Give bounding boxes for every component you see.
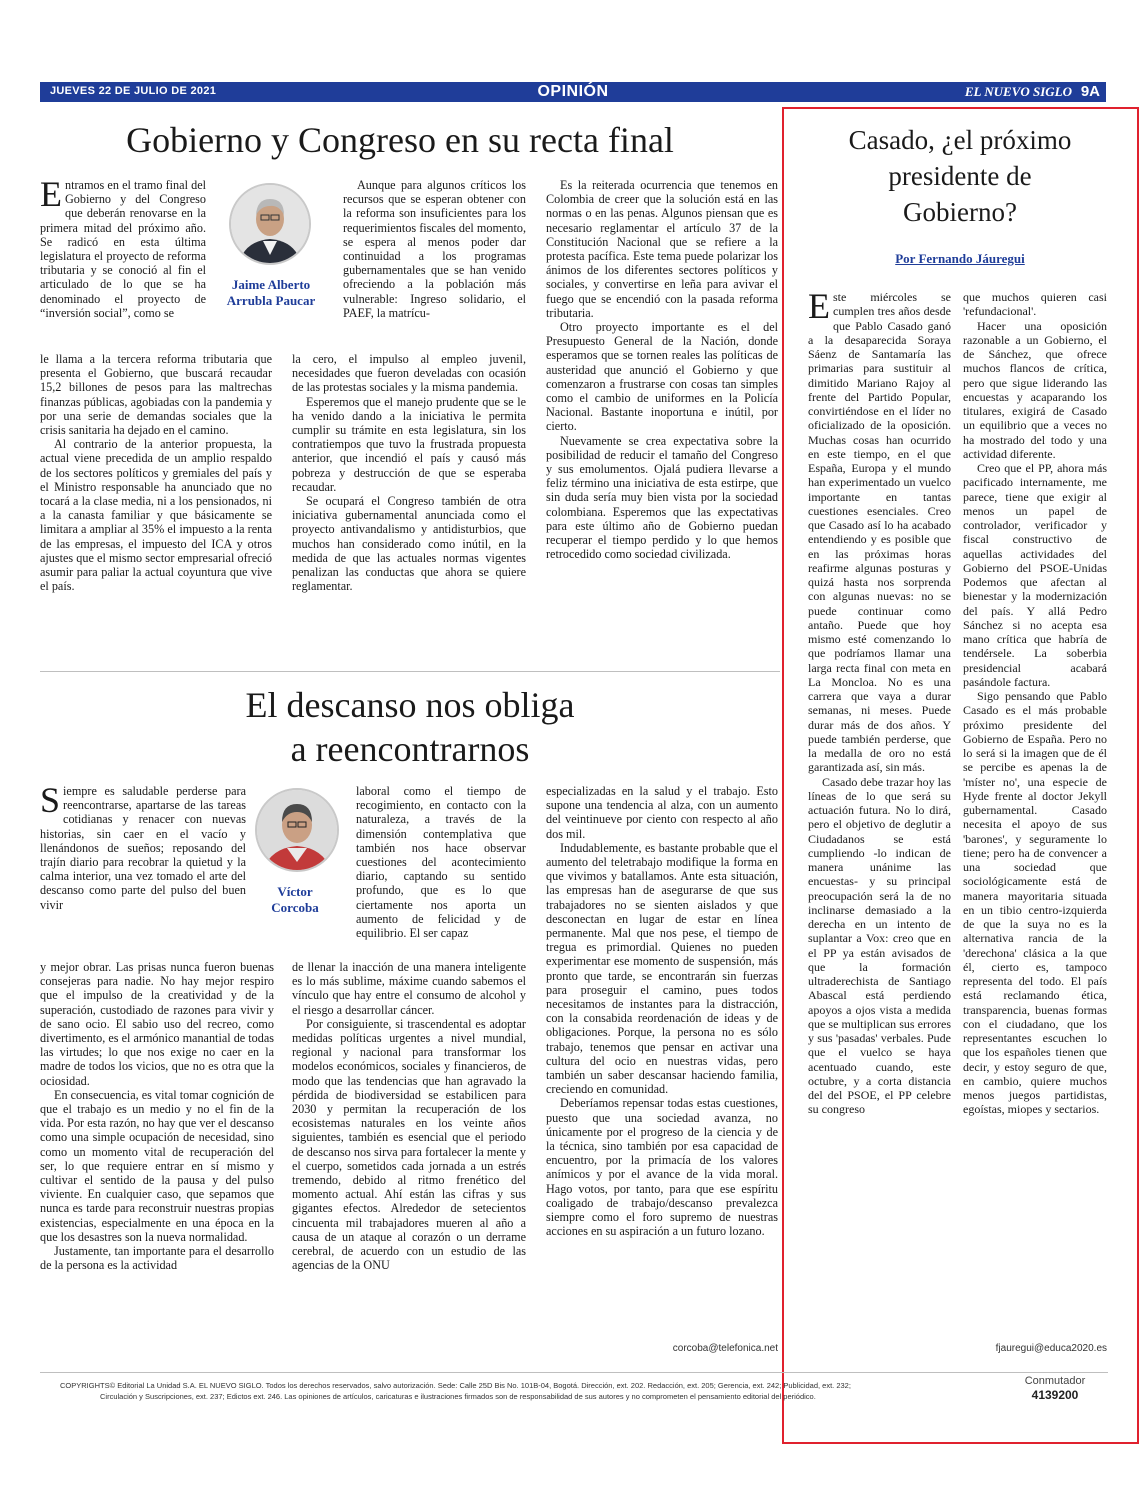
article1-column-1b (40, 352, 272, 657)
article3-col1-p1: ste miércoles se cumplen tres años desde que Pablo Casado ganó a la desaparecida Soraya Sáenz de Santamaría las primarias para sustituir al dimitido Mariano Rajoy al frente del Partido Popular, convirtiéndose en el líder no oficializado de la oposición. Muchas cosas han ocurrido en este tiempo, en el que España, Europa y el mundo han experimentado un vuelco importante en tantas cuestiones esenciales. Creo que Casado así lo ha acabado entendiendo y es posible que en las próximas horas reafirme algunas posturas y quizá hasta nos sorprenda con algunas nuevas: no se puede continuar como antaño. Puede que hoy mismo esté comenzando lo que podríamos llamar una larga recta final con meta en La Moncloa. No es una carrera que vaya a durar semanas, ni meses. Puede durar más de dos años. Y puede también perderse, que la medalla de oro no está garantizada así, sin más. (808, 290, 951, 775)
article1-column-3 (546, 178, 778, 658)
author-photo-corcoba (255, 788, 339, 872)
article2-col1-p3: Justamente, tan importante para el desarrollo de la persona es la actividad (40, 1244, 274, 1273)
article3-title-line1: Casado, ¿el próximo (848, 125, 1072, 155)
article2-col1-p2: En consecuencia, es vital tomar cognición de que el trabajo es un medio y no el fin de la vida. Por esta razón, no hay que ver el descanso como una simple ocupación de necesidad, sino como un momento vital de recuperación del ser, lo que requiere entrar en sí mismo y cultivar el sentido de la pausa y del pulso viviente. En cualquier caso, que sepamos que nunca es tarde para reconstruir nuestras propias existencias, especialmente en una época en la que los desastres son la nueva normalidad. (40, 1087, 274, 1244)
switchboard-label: Conmutador (1024, 1375, 1086, 1387)
article2-column-1a (40, 784, 246, 960)
section-header-bar (40, 82, 1106, 102)
article3-col2-p4: Sigo pensando que Pablo Casado es el más probable próximo presidente del Gobierno de España. Pero no lo será si la imagen que de él se percibe es apenas la de 'míster no', una especie de Hyde frente al doctor Jekyll gubernamental. Casado necesita el apoyo de sus 'barones', y seguramente lo tiene; pero ha de convencer a una sociedad que sociológicamente está de manera mayoritaria situada en un tibio centro-izquierda de que la suya no es la alternativa rancia de la 'derechona' clásica a la que él, cierto es, tampoco representa del todo. El país está reclamando ética, transparencia, buenas formas con el ciudadano, que los representantes escuchen lo que los españoles tienen que decir, y estoy seguro de que, en cambio, quiere muchos menos juegos partidistas, egoístas, miopes y sectarios. (963, 689, 1107, 1117)
article2-col1-rest: y mejor obrar. Las prisas nunca fueron buenas consejeras para nadie. No hay mejor respiro que el impulso de la creatividad y de la superación, custodiado de razones para vivir y de sano ocio. El sabio uso del recreo, como divertimento, es el armónico manantial de todas las virtudes; lo que nos exige no caer en la madre de todos los vicios, que no es otra que la ociosidad. (40, 960, 274, 1088)
article1-col2-rest: la cero, el impulso al empleo juvenil, necesidades que fueron develadas con ocasión de las protestas sociales y la misma pandemia. (292, 352, 526, 395)
article2-column-2b (292, 960, 526, 1360)
author-first-name: Jaime Alberto (231, 277, 311, 292)
page-number: 9A (1080, 83, 1100, 100)
article2-column-3 (546, 784, 778, 1344)
article-divider (40, 671, 780, 672)
article1-col1-p2: Al contrario de la anterior propuesta, la actual viene precedida de un amplio respaldo de los sectores políticos y gremiales del país y el Ministro responsable ha anunciado que no tocará a la clase media, ni a los pensionados, ni a la canasta familiar y que básicamente se limitara a ampliar al 35% el impuesto a la renta de las empresas, el impuesto del ICA y otros ajustes que el mismo sector empresarial ofreció asumir para paliar la actual coyuntura que vive el país. (40, 437, 272, 594)
article1-column-1a (40, 178, 206, 350)
article2-col3-p3: Deberíamos repensar todas estas cuestiones, puesto que una sociedad avanza, no únicamente por el progreso de la ciencia y de la técnica, sino también por esa capacidad de encuentro, por la primacía de los valores anímicos y por el avance de la vida moral. Hago votos, por tanto, para que ese espíritu coaligado de trabajo/descanso prevalezca siempre como el foro supremo de nuestras acciones en su aspiración a un futuro lozano. (546, 1096, 778, 1239)
article1-title: Gobierno y Congreso en su recta final (126, 120, 674, 160)
author-email-jauregui: fjauregui@educa2020.es (995, 1343, 1107, 1354)
article1-col3-p2: Otro proyecto importante es el del Presupuesto General de la Nación, donde esperamos que se tornen reales las políticas de austeridad que anunció el Gobierno y que comenzaron a frustrarse con cosas tan simples como el cambio de uniformes en la Policía Nacional. Bastante inoportuna e inútil, por cierto. (546, 320, 778, 434)
article2-col3-p2: Indudablemente, es bastante probable que el aumento del teletrabajo modifique la forma en que vivimos y batallamos. Ante esta situación, las empresas han de asegurarse de que sus trabajadores no se sienten aislados y que desconectan en lugar de estar en línea permanente. Mal que nos pese, el tiempo de tregua es primordial. Quienes no pueden experimentar ese momento de suspensión, más pronto que tarde, se encontrarán sin fuerzas para proseguir el camino, pues todos necesitamos de instantes para la distracción, con la consabida reordenación de ideas y de obligaciones. Porque, la persona no es sólo trabajo, tenemos que pensar en activar una cultura del ocio en nuestras vidas, pero también un saber descansar haciendo familia, creciendo en comunidad. (546, 840, 778, 1097)
author-photo-arrubla (229, 183, 311, 265)
drop-cap: S (40, 784, 61, 820)
footer-divider (40, 1372, 1108, 1373)
article1-col2-p2: Esperemos que el manejo prudente que se le ha venido dando a la iniciativa le permita cumplir su trámite en esta legislatura, sin los contratiempos que tuvo la frustrada propuesta anterior, que incendió el país y causó más pobreza y destrucción de que se esperaba recaudar. (292, 394, 526, 494)
switchboard-number: 4139200 (1031, 1388, 1079, 1402)
article1-column-2a (343, 178, 526, 350)
article2-title (40, 683, 780, 771)
article1-column-2b (292, 352, 526, 657)
article1-col2-lead: Aunque para algunos críticos los recursos que se esperan obtener con la reforma son insuficientes para los requerimientos fiscales del momento, se espera al menos poder dar continuidad a los programas gubernamentales que se han venido ofreciendo a la población más vulnerable: Ingreso solidario, el PAEF, la matrícu- (343, 178, 526, 320)
article3-byline: Por Fernando Jáuregui (895, 251, 1025, 266)
article2-title-line1: El descanso nos obliga (245, 685, 575, 725)
article1-col1-rest: le llama a la tercera reforma tributaria que presenta el Gobierno, que buscará recaudar 15,2 billones de pesos para las maltrechas finanzas públicas, agobiadas con la pandemia y por una serie de demandas sociales que la crisis sanitaria ha dejado en el camino. (40, 352, 272, 438)
article3-col2-p1: que muchos quieren casi 'refundacional'. (963, 290, 1107, 319)
drop-cap: E (808, 290, 830, 326)
article2-col1-lead: iempre es saludable perderse para reencontrarse, apartarse de las tareas cotidianas y renacer con nuevas historias, sin caer en el vacío y llenándonos de sueños; reposando del trajín diario para recobrar la quietud y la calma interior, una vez tomado el arte del descanso como parte del pulso del buen vivir (40, 784, 246, 912)
article3-column-2 (963, 290, 1107, 1340)
issue-date: JUEVES 22 DE JULIO DE 2021 (50, 85, 217, 97)
article2-col2-p2: Por consiguiente, si trascendental es adoptar medidas políticas urgentes a nivel mundial, regional y nacional para transformar los modelos económicos, sociales y financieros, de modo que las tendencias que han agravado la pérdida de biodiversidad se estabilicen para 2030 y permitan la recuperación de los ecosistemas naturales en los veinte años siguientes, también es esencial que el periodo de descanso nos sirva para fortalecer la mente y el cuerpo, sometidos cada jornada a un estrés tremendo, debido al ritmo frenético del momento actual. Ahí están las cifras y sus gigantes efectos. Alrededor de setecientos cincuenta mil trabajadores mueren al año a causa de un ataque al corazón o un derrame cerebral, de acuerdo con un estudio de las agencias de la ONU (292, 1016, 526, 1273)
article2-col3-p1: especializadas en la salud y el trabajo. Esto supone una tendencia al alza, con un aumento del veintinueve por ciento con respecto al año dos mil. (546, 784, 778, 841)
article3-title-line2: presidente de (888, 161, 1032, 191)
author-name-corcoba (235, 884, 355, 916)
author-email-corcoba: corcoba@telefonica.net (672, 1343, 778, 1354)
author-last-name: Corcoba (271, 900, 319, 915)
copyright-line-1: COPYRIGHTS© Editorial La Unidad S.A. EL NUEVO SIGLO. Todos los derechos reservados, salvo autorización. Sede: Calle 25D Bis No. 101B-04, Bogotá. Dirección, ext. 202. Redacción, ext. 205; Gerencia, ext. 242; Publicidad, ext. 232; (60, 1381, 851, 1390)
article1-col3-p3: Nuevamente se crea expectativa sobre la posibilidad de reducir el tamaño del Congreso y sus emolumentos. Ojalá pudiera llevarse a feliz término una iniciativa de esta estirpe, que sin duda sería muy bien vista por la sociedad colombiana. Esperemos que las expectativas para este último año de Gobierno puedan recuperar el tiempo perdido y lo que hemos retrocedido como sociedad civilizada. (546, 433, 778, 562)
article2-column-2a (356, 784, 526, 960)
article3-col2-p2: Hacer una oposición razonable a un Gobierno, el de Sánchez, que ofrece muchos flancos de crítica, pero que sigue liderando las encuestas y acaparando los titulares, exigirá de Casado un equilibrio que a veces no ha mostrado del todo y una actividad diferente. (963, 318, 1107, 461)
article1-col1-lead: ntramos en el tramo final del Gobierno y del Congreso que deberán renovarse en la primera mitad del próximo año. Se radicó en esta última legislatura el proyecto de reforma tributaria y se conoció al fin el articulado de lo que se ha denominado el proyecto de “inversión social”, como se (40, 178, 206, 320)
article1-col3-p1: Es la reiterada ocurrencia que tenemos en Colombia de creer que la solución está en las normas o en las penas. Algunos piensan que es necesario reglamentar el artículo 37 de la Constitución Nacional que se refiere a la protesta pacífica. Este tema puede polarizar los ánimos de los diferentes sectores políticos y sociales, y convertirse en leña para avivar el fuego que se encendió con la pasada reforma tributaria. (546, 178, 778, 320)
drop-cap: E (40, 178, 62, 214)
article2-title-line2: a reencontrarnos (290, 729, 530, 769)
article3-column-1 (808, 290, 951, 1360)
copyright-line-2: Circulación y Suscripciones, ext. 237; Edictos ext. 246. Las opiniones de artículos, caricaturas e ilustraciones firmados son de responsabilidad de sus autores y no comprometen el pensamiento editorial del periódico. (100, 1392, 816, 1401)
author-last-name: Arrubla Paucar (226, 293, 316, 308)
author-first-name: Víctor (277, 884, 313, 899)
article2-col2-rest: de llenar la inacción de una manera inteligente es lo más sublime, máxime cuando sabemos el vínculo que hay entre el consumo de alcohol y el riesgo a desarrollar cáncer. (292, 960, 526, 1017)
article3-title (795, 122, 1125, 230)
article2-col2-lead: laboral como el tiempo de recogimiento, en contacto con la naturaleza, a través de la dimensión contemplativa que también nos hace observar cuestiones del acontecimiento diario, captando su sentido profundo, que es lo que ciertamente nos aporta un aumento de felicidad y de equilibrio. El ser capaz (356, 784, 526, 941)
article3-col1-p2: Casado debe trazar hoy las líneas de lo que será su actuación futura. No lo dirá, pero el objetivo de deglutir a Ciudadanos se está cumpliendo -lo indican de manera unánime las encuestas- y su principal preocupación será la de no inclinarse demasiado a la derecha en un intento de suplantar a Vox: creo que en el PP ya están avisados de que la formación ultraderechista de Santiago Abascal está perdiendo apoyos a ojos vista a medida que se multiplican sus errores y sus 'pasadas' verbales. Pude que el vuelco se haya acentuado cuando, este octubre, y a corta distancia del del PSOE, el PP celebre su congreso (808, 774, 951, 1117)
section-title: OPINIÓN (537, 83, 609, 100)
article3-col2-p3: Creo que el PP, ahora más pacificado internamente, me parece, tiene que exigir al menos un papel de controlador, verificador y fiscal constructivo de aquellas actividades del Gobierno del PSOE-Unidas Podemos que afectan al bienestar y la modernización del país. Y allá Pedro Sánchez si no acepta esa mano crítica que habría de tendérsele. La soberbia presidencial acabará pasándole factura. (963, 461, 1107, 689)
article3-title-line3: Gobierno? (903, 197, 1017, 227)
article2-column-1b (40, 960, 274, 1360)
author-name-arrubla (206, 277, 336, 309)
article1-col2-p3: Se ocupará el Congreso también de otra iniciativa gubernamental anunciada como el proyecto antivandalismo y antidisturbios, que muchos han considerado como inútil, en la medida de que las actuales normas vigentes penalizan las conductas que ahora se quiere reglamentar. (292, 494, 526, 594)
newspaper-name: EL NUEVO SIGLO (964, 84, 1072, 99)
